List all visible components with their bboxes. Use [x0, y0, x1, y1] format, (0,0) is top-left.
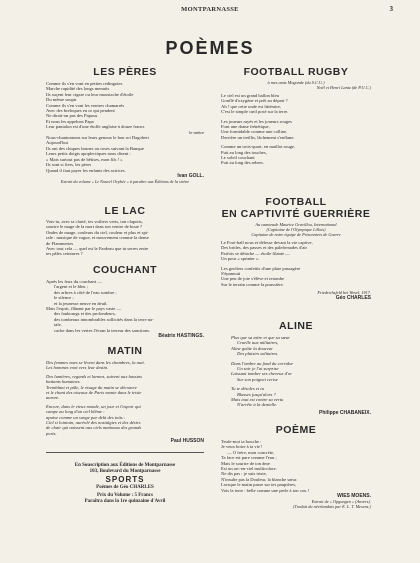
verse-line: Parfois se détache — étoile filante —: [221, 250, 290, 256]
divider: [46, 452, 204, 453]
verse-line: Les joueurs rayés et les joueurs rouges: [221, 118, 292, 124]
verse-line: Ils suçent leur cigare ou leur moustache d'étoile: [46, 91, 134, 97]
verse-line: Vois-tu, avec ta clarté, tes voiliers verts, ton clapotis,: [46, 219, 143, 224]
verse-line: Est un arc-en-ciel multicolore.: [221, 466, 277, 472]
verse-line: et la jeunesse neuve en deuil.: [54, 300, 108, 306]
notice-address: 103, Boulevard du Montparnasse: [89, 469, 161, 474]
page-number: 3: [389, 5, 393, 13]
verse-line: Des plaisirs solitaires.: [237, 351, 279, 357]
poem-body: [221, 240, 371, 262]
verse-line: Une formidable comme une colline,: [221, 129, 288, 135]
verse-line: Sur le terrain comme la poussière.: [221, 281, 284, 287]
verse-line: Avec tout cela — quel est le Fardeau que tu serres entre: [46, 246, 149, 252]
verse-line: battants humaines.: [46, 379, 81, 385]
poem-body: [221, 266, 371, 288]
verse-line: Ta face est pure comme l'eau ;: [221, 455, 277, 461]
poem-author: Ivan GOLL.: [177, 172, 204, 179]
verse-line: Un soir je l'ai surprise: [237, 366, 279, 372]
verse-line: Ils ont des chiques brunes ou roses suivant la Banque: [46, 145, 144, 151]
verse-line: Des femmes nues se lèvent dans les chambres, la nuit.: [46, 360, 145, 365]
verse-line: des arbres à côté de l'eau sombre ;: [54, 289, 117, 295]
verse-line: Tu te désoles et tu: [231, 386, 264, 392]
poem-author: Géo CHARLES: [335, 295, 371, 302]
poem-title: MATIN: [107, 345, 143, 357]
verse-line: Les hommes vont vers leur destin.: [46, 365, 109, 371]
poem-body: [46, 219, 204, 257]
book-author: Poèmes de Géo CHARLES: [96, 485, 154, 490]
verse-line: apaise comme un songe par delà des toits :: [46, 414, 126, 420]
verse-line: tale,: [54, 322, 62, 328]
verse-line: Vois la terre : belle comme une perle à ton cou !: [221, 487, 310, 493]
verse-line: « Mais surtout pas de bêtises, mon fils ! »: [46, 156, 123, 162]
verse-line: de chair qui naissent aux ciels matinaux des grands: [46, 425, 142, 431]
book-title: SPORTS: [105, 475, 145, 484]
page-title: POÈMES: [165, 38, 255, 58]
verse-line: Et nous les appelons Papa: [46, 118, 94, 124]
verse-line: Du même soupir: [46, 97, 77, 103]
verse-line: Un pour « sprinter ».: [221, 256, 260, 262]
poem-place-date: Friedrichsfeld bei Wesel, 1917.: [317, 290, 371, 296]
poem-body: [46, 81, 204, 173]
poem-title: LE LAC: [104, 205, 146, 217]
verse-line: Comme ils s'en vont les ventres chamarrés: [46, 102, 125, 108]
poem-football-captivite: [221, 196, 371, 301]
verse-line: tes pâles ceintures ?: [46, 251, 83, 257]
page-header: [0, 5, 420, 17]
verse-line: Une peu de joie s'élève et retombe: [221, 276, 285, 282]
poem-author: Philippe CHABANEIX.: [319, 409, 371, 416]
verse-line: Avec des breloques en or qui pendent: [46, 108, 115, 114]
verse-line: Les geoliers confettis d'une plaie passagère: [221, 265, 301, 271]
verse-line: Derrière un treillis, lâchement s'enflane.: [221, 134, 295, 140]
verse-line: Après les feux du couchant —: [46, 279, 102, 284]
verse-line: Gonflé d'oxygène et prêt au départ ?: [221, 98, 288, 104]
poem-title: COUCHANT: [92, 264, 158, 276]
verse-line: Le soleil couchant: [221, 155, 255, 161]
verse-line: Des brides, des passes et des palefrenades d'air: [221, 245, 308, 251]
poem-title: LES PÈRES: [93, 66, 157, 78]
verse-line: Fuit au long des touches,: [221, 149, 267, 155]
verse-line: des tombeaux innombrables sollicités dans la terre na-: [54, 316, 154, 322]
verse-line: campe au long d'un ciel blême :: [46, 409, 105, 415]
poem-source-note: Extrait du volume « Le Nouvel Orphée » à paraître aux Éditions de la sirène: [60, 178, 190, 184]
verse-line: Mais tout est contre sa vertu: [231, 397, 284, 403]
verse-line: Je veux boire à ta vie !: [221, 444, 263, 450]
verse-line: Sur son poignet cerise: [237, 376, 278, 382]
verse-line: Marche rapidité des longs menuits: [46, 86, 110, 92]
verse-line: Ondes de nuage, couleurs du ciel, couleur et plus et spi-: [46, 229, 149, 235]
verse-line: Teufe-moi ta bouche :: [221, 439, 262, 444]
verse-line: Quand il faut payer les enfants des actrices.: [46, 167, 126, 173]
verse-line: Mais le sourire de ton âme: [221, 460, 270, 466]
verse-line: le mètre: [189, 129, 204, 135]
verse-line: Laissant tomber ses cheveux d'or: [231, 371, 292, 377]
poem-title: ALINE: [279, 320, 313, 332]
poem-title: EN CAPTIVITÉ GUERRIÈRE: [221, 208, 371, 220]
verse-line: aurore.: [46, 395, 60, 401]
poem-body: [221, 93, 371, 166]
verse-line: Dans l'ombre au fond du corridor: [231, 360, 294, 366]
verse-line: N'insulte pas la Douleur, la blanche sœur.: [221, 476, 298, 482]
poem-body: [46, 360, 204, 436]
notice-line: En Souscription aux Éditions de Montparnasse: [74, 463, 176, 468]
poem-les-peres: [46, 66, 204, 184]
verse-line: sourire le mage de la mort dans ton ventre de boue ?: [46, 224, 143, 230]
verse-line: Ne dis pas : je suis triste,: [221, 471, 267, 477]
verse-line: Leurs petits doigts apoplectiques nous disent :: [46, 151, 131, 157]
poem-dedication: à mes amis Mogonde (du S.C.U.): [267, 80, 325, 85]
verse-line: des faubourgs et des profondeurs,: [54, 311, 116, 317]
verse-line: ports.: [46, 430, 57, 436]
poem-dedication: Capitaine de notre équipe de Prisonniers de Guerre: [251, 232, 341, 237]
book-price: Prix du Volume : 5 Francs: [97, 493, 153, 498]
verse-line: Plus que sa mère et que sa sœur: [231, 335, 290, 340]
poem-dedication: Noël et Henri Lantz (de P.U.C.): [316, 85, 371, 90]
verse-line: Cruelle aux militaires,: [237, 340, 279, 346]
verse-line: Mais l'esprit, flânant par le pays vaste —: [46, 306, 122, 312]
poem-dedication: Au camarade Maurice Gravillou, International: [255, 222, 337, 227]
verse-line: S'épanouit: [221, 271, 241, 277]
magazine-name: MONTPARNASSE: [181, 6, 239, 13]
verse-line: Tremblant et pâle, le visage du matin se découvre: [46, 384, 137, 390]
verse-line: Leur pantalon est d'une étoffe anglaise à douze francs: [46, 124, 145, 130]
verse-line: Aujourd'hui: [46, 140, 69, 146]
book-release: Paraîtra dans la 1re quinzaine d'Avril: [84, 499, 166, 504]
verse-line: cache dans les vertes l'écran la terreur des sanctions.: [54, 327, 151, 333]
poem-source-note: Extrait de « Opgangen » (Anvers).: [311, 499, 371, 505]
verse-line: Comme un trois-quart, en maillot rouge,: [221, 144, 296, 150]
poem-author: Paul HUSSON: [170, 438, 204, 445]
poem-title: FOOTBALL: [265, 196, 327, 208]
poem-le-lac: [46, 205, 204, 257]
poem-matin: [46, 345, 204, 444]
verse-line: Ah ! que cette onde est littéraire,: [221, 103, 282, 109]
verse-line: rale : musique de vague, et mouvement comme la danse: [46, 235, 149, 241]
poem-body: [221, 335, 371, 408]
verse-line: Ciel si lointain, auréolé des nostalgies et des désirs: [46, 420, 141, 426]
verse-line: de Flammeries: [46, 240, 74, 246]
poem-couchant: [46, 264, 204, 339]
verse-line: l'argent et le bleu ;: [54, 284, 88, 290]
verse-line: Comme ils s'en vont en petites redingotes: [46, 81, 123, 86]
verse-line: Aline goûte la douceur: [231, 345, 273, 351]
poem-aline: [221, 320, 371, 416]
verse-line: — O frère, mon concréte,: [227, 449, 275, 455]
poem-author: WIES MOENS.: [337, 493, 371, 500]
verse-line: Fuit au long des arbres.: [221, 160, 264, 166]
poem-author: Béatrix HASTINGS.: [158, 333, 204, 340]
verse-line: C'est le simple cœil posé sur la terre.: [221, 109, 289, 115]
verse-line: Blasses jusqu'alors ?: [237, 391, 276, 397]
poem-football-rugby: [221, 66, 371, 166]
verse-line: Encore, dans le vieux monde, un jour et l'espoir qui: [46, 403, 141, 409]
verse-line: le silence ;: [54, 295, 74, 301]
verse-line: Ne dirait-on pas des Papous: [46, 113, 98, 119]
subscription-notice: [46, 463, 204, 505]
verse-line: Ils sont si fiers, les pères: [46, 162, 92, 168]
poem-poeme: [221, 424, 371, 509]
poem-title: POÈME: [275, 424, 317, 436]
poem-title: FOOTBALL RUGBY: [243, 66, 349, 78]
verse-line: Des lumières, regards et larmes, suivent aux bassins: [46, 373, 143, 379]
verse-line: et le chant des oiseaux de Paris monte dans le triste: [46, 390, 142, 396]
verse-line: Le ciel est un grand ballon bleu: [221, 93, 279, 98]
verse-line: Nous-chantonnons sur leurs genoux le bon roi Dagobert: [46, 135, 149, 141]
verse-line: Font une danse frénétique,: [221, 124, 270, 130]
poem-dedication: (Capitaine de l'Olympique Lillois): [266, 227, 326, 232]
verse-line: Le Foot-ball nous et délesse devant la vie captive,: [221, 240, 313, 245]
verse-line: Lorsque le matin passe sur tes paupières,: [221, 482, 297, 488]
poem-body: [221, 439, 371, 493]
verse-line: N'arrête à la dentelle.: [237, 402, 278, 408]
poem-translation-note: (Traduit du néerlandais par E. L. T. Mesens.): [293, 504, 371, 510]
poem-body: [46, 279, 204, 333]
